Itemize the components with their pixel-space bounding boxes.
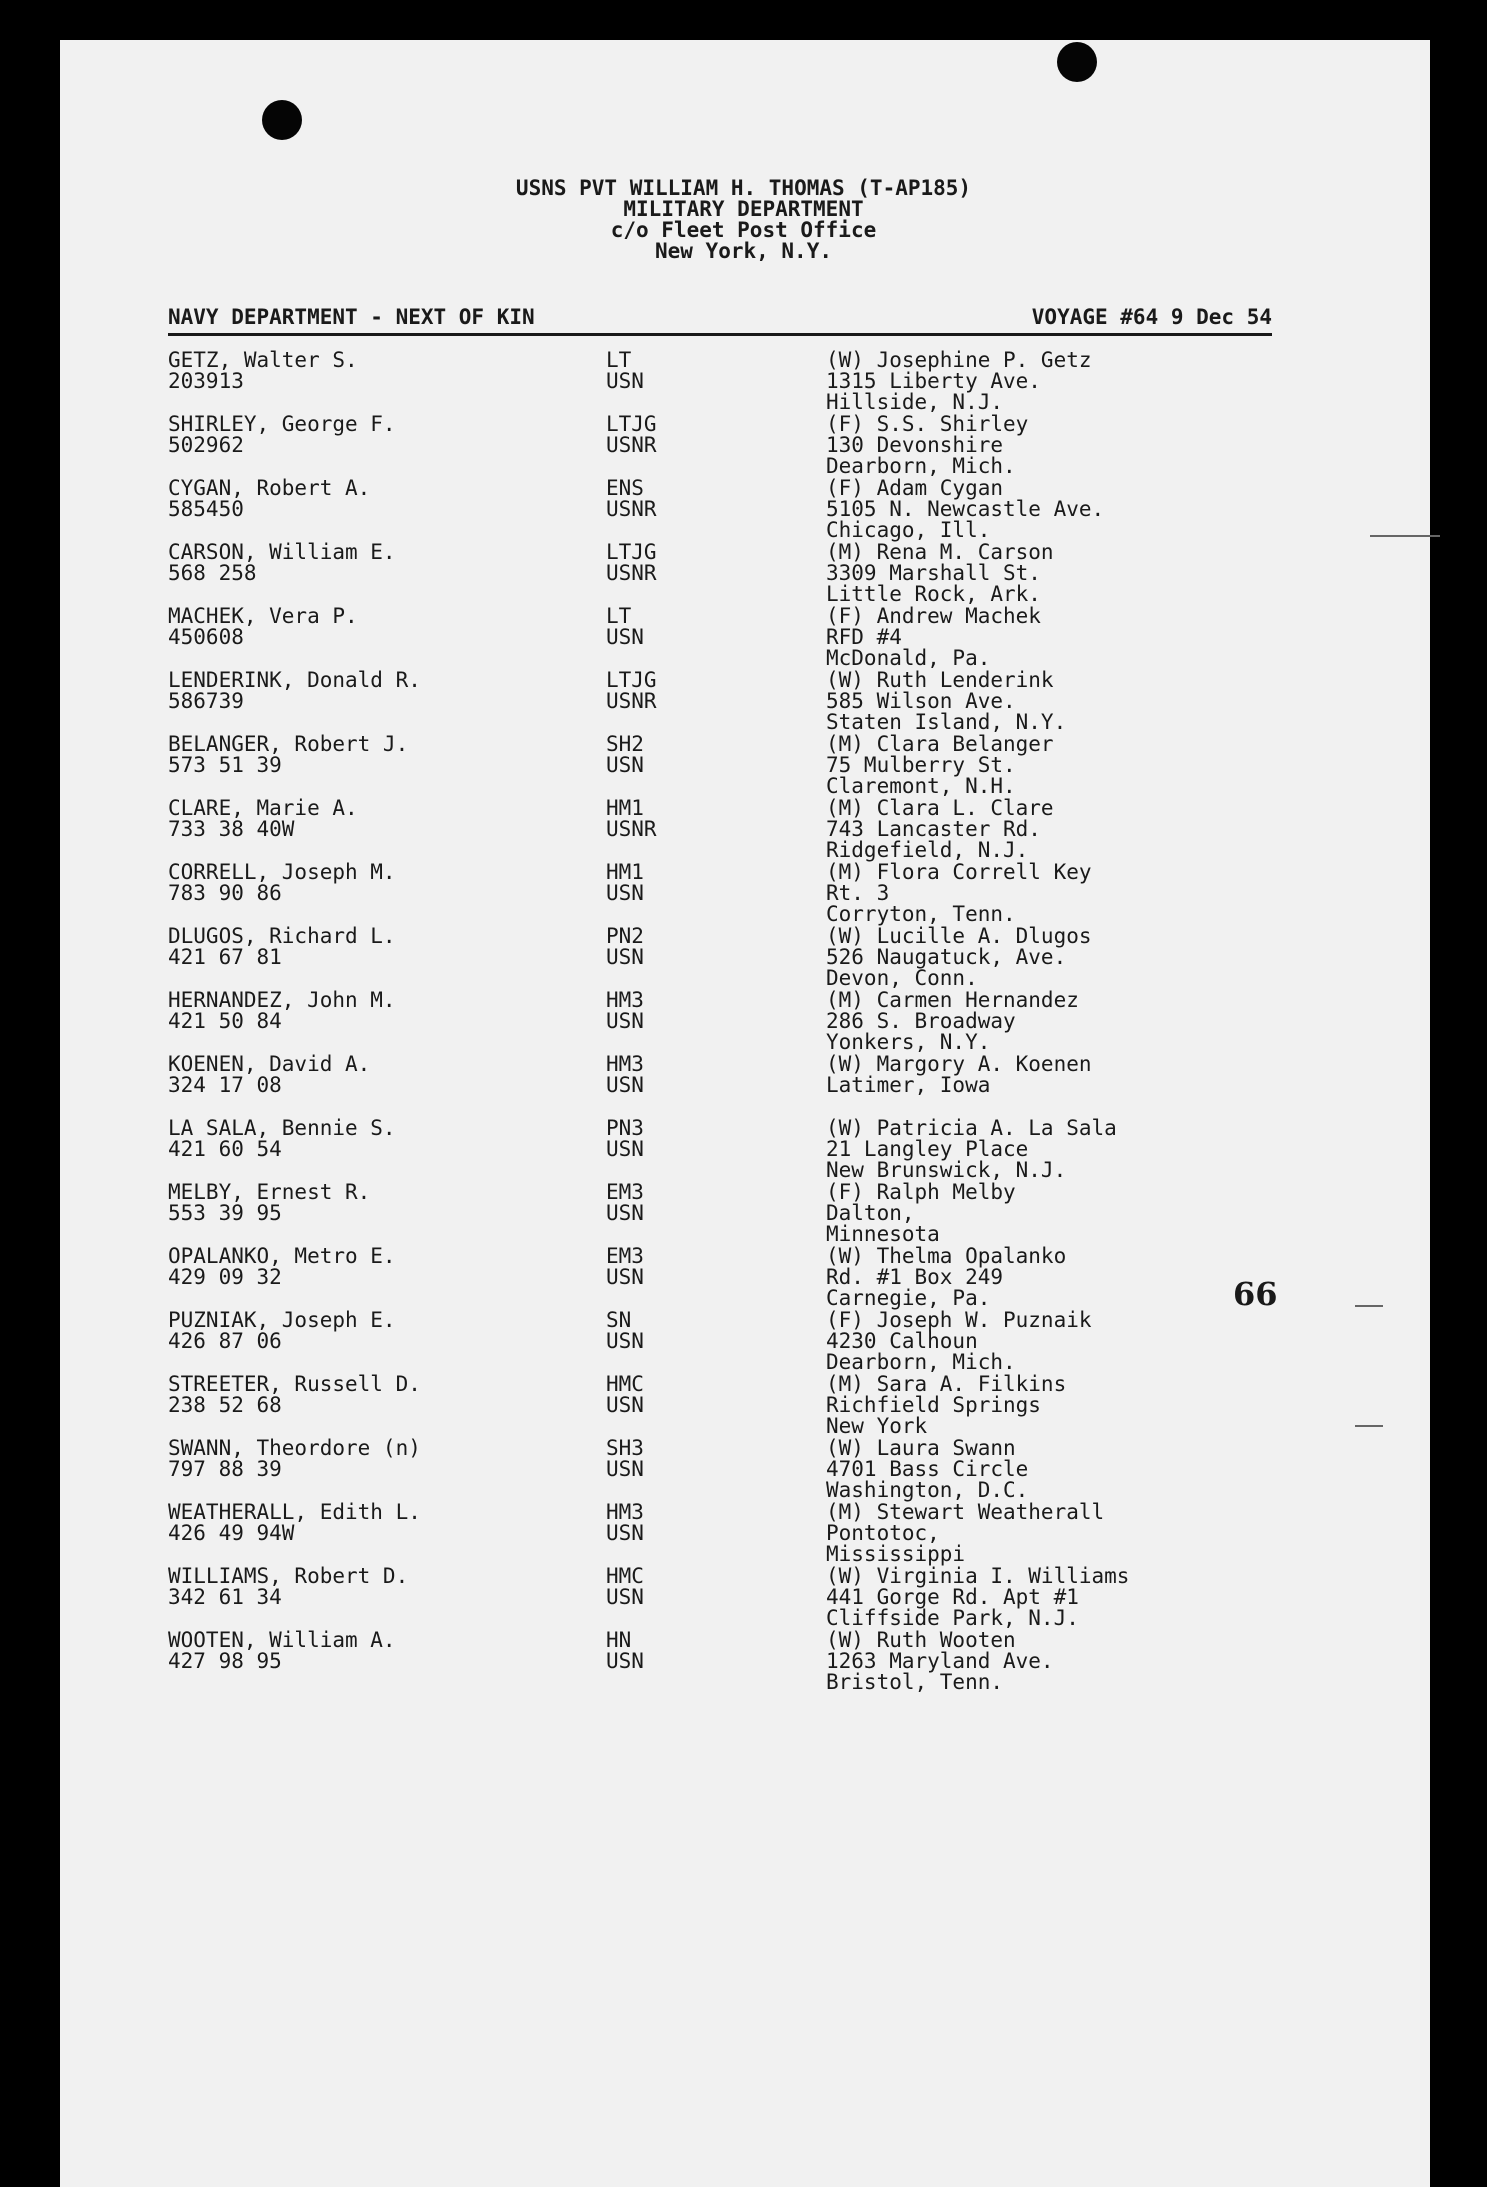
kin-address-line: Dearborn, Mich. — [826, 1350, 1016, 1374]
member-name: KOENEN, David A. — [168, 1052, 371, 1076]
member-cell — [168, 478, 370, 520]
service-number: 573 51 39 — [168, 753, 282, 777]
list-item — [0, 606, 1487, 670]
rank: LT — [606, 348, 632, 372]
rank: LTJG — [606, 668, 657, 692]
member-cell — [168, 1502, 421, 1544]
member-name: CARSON, William E. — [168, 540, 396, 564]
kin-address-line: 441 Gorge Rd. Apt #1 — [826, 1585, 1079, 1609]
kin-name: (M) Sara A. Filkins — [826, 1372, 1067, 1396]
service-number: 421 60 54 — [168, 1137, 282, 1161]
rank: SN — [606, 1308, 632, 1332]
next-of-kin-cell — [826, 1182, 1016, 1245]
rank: SH2 — [606, 732, 644, 756]
member-name: MACHEK, Vera P. — [168, 604, 358, 628]
next-of-kin-cell — [826, 350, 1092, 413]
punch-hole-icon — [1057, 42, 1097, 82]
member-name: WILLIAMS, Robert D. — [168, 1564, 409, 1588]
kin-address-line: Latimer, Iowa — [826, 1073, 991, 1097]
kin-address-line: 286 S. Broadway — [826, 1009, 1016, 1033]
list-item — [0, 1630, 1487, 1694]
list-item — [0, 542, 1487, 606]
member-cell — [168, 1630, 396, 1672]
member-name: GETZ, Walter S. — [168, 348, 358, 372]
rank-cell — [606, 1502, 644, 1544]
member-cell — [168, 606, 358, 648]
service-number: 203913 — [168, 369, 244, 393]
member-cell — [168, 862, 396, 904]
service-branch: USN — [606, 1201, 644, 1225]
rank-cell — [606, 926, 644, 968]
service-branch: USNR — [606, 497, 657, 521]
member-name: OPALANKO, Metro E. — [168, 1244, 396, 1268]
service-number: 450608 — [168, 625, 244, 649]
kin-address-line: Mississippi — [826, 1542, 966, 1566]
rank-cell — [606, 1054, 644, 1096]
service-branch: USN — [606, 945, 644, 969]
rank-cell — [606, 1246, 644, 1288]
rank: HM3 — [606, 1052, 644, 1076]
member-cell — [168, 990, 396, 1032]
kin-address-line: Staten Island, N.Y. — [826, 710, 1067, 734]
rank: LTJG — [606, 412, 657, 436]
rank-cell — [606, 1566, 644, 1608]
kin-name: (F) Andrew Machek — [826, 604, 1041, 628]
member-name: PUZNIAK, Joseph E. — [168, 1308, 396, 1332]
service-branch: USN — [606, 1521, 644, 1545]
kin-address-line: 5105 N. Newcastle Ave. — [826, 497, 1105, 521]
rank-cell — [606, 414, 657, 456]
member-cell — [168, 1310, 396, 1352]
service-number: 238 52 68 — [168, 1393, 282, 1417]
service-number: 502962 — [168, 433, 244, 457]
next-of-kin-cell — [826, 862, 1092, 925]
service-number: 421 67 81 — [168, 945, 282, 969]
kin-address-line: Carnegie, Pa. — [826, 1286, 991, 1310]
kin-address-line: New York — [826, 1414, 928, 1438]
rank-cell — [606, 734, 644, 776]
kin-name: (F) Adam Cygan — [826, 476, 1004, 500]
member-cell — [168, 1118, 396, 1160]
member-cell — [168, 542, 396, 584]
rank: HM3 — [606, 1500, 644, 1524]
kin-address-line: 526 Naugatuck, Ave. — [826, 945, 1067, 969]
kin-address-line: 4230 Calhoun — [826, 1329, 978, 1353]
service-number: 427 98 95 — [168, 1649, 282, 1673]
kin-name: (M) Flora Correll Key — [826, 860, 1092, 884]
next-of-kin-cell — [826, 478, 1104, 541]
next-of-kin-cell — [826, 670, 1066, 733]
kin-address-line: 743 Lancaster Rd. — [826, 817, 1041, 841]
rank: HMC — [606, 1564, 644, 1588]
kin-name: (W) Virginia I. Williams — [826, 1564, 1130, 1588]
kin-name: (W) Margory A. Koenen — [826, 1052, 1092, 1076]
rank: EM3 — [606, 1180, 644, 1204]
member-name: DLUGOS, Richard L. — [168, 924, 396, 948]
list-item — [0, 478, 1487, 542]
header-line-ship: USNS PVT WILLIAM H. THOMAS (T-AP185) — [515, 176, 972, 200]
rank: EM3 — [606, 1244, 644, 1268]
kin-address-line: Chicago, Ill. — [826, 518, 991, 542]
member-cell — [168, 1182, 370, 1224]
next-of-kin-cell — [826, 1054, 1092, 1096]
kin-address-line: Minnesota — [826, 1222, 940, 1246]
rank: ENS — [606, 476, 644, 500]
service-branch: USN — [606, 753, 644, 777]
header-line-department: MILITARY DEPARTMENT — [623, 197, 864, 221]
list-subheading — [168, 305, 1272, 336]
rank: PN2 — [606, 924, 644, 948]
kin-name: (W) Lucille A. Dlugos — [826, 924, 1092, 948]
rank: PN3 — [606, 1116, 644, 1140]
rank-cell — [606, 798, 657, 840]
service-branch: USN — [606, 1009, 644, 1033]
service-branch: USNR — [606, 817, 657, 841]
member-cell — [168, 734, 408, 776]
kin-name: (M) Carmen Hernandez — [826, 988, 1079, 1012]
rank: HN — [606, 1628, 632, 1652]
voyage-date: VOYAGE #64 9 Dec 54 — [1031, 305, 1272, 329]
next-of-kin-cell — [826, 1310, 1092, 1373]
next-of-kin-cell — [826, 734, 1054, 797]
kin-address-line: 75 Mulberry St. — [826, 753, 1016, 777]
kin-name: (W) Laura Swann — [826, 1436, 1016, 1460]
member-cell — [168, 1374, 421, 1416]
kin-address-line: Bristol, Tenn. — [826, 1670, 1004, 1694]
member-name: LENDERINK, Donald R. — [168, 668, 421, 692]
service-number: 553 39 95 — [168, 1201, 282, 1225]
list-item — [0, 990, 1487, 1054]
service-branch: USN — [606, 1649, 644, 1673]
next-of-kin-cell — [826, 1630, 1054, 1693]
service-branch: USN — [606, 1585, 644, 1609]
rank: HM3 — [606, 988, 644, 1012]
service-branch: USN — [606, 1137, 644, 1161]
member-name: STREETER, Russell D. — [168, 1372, 421, 1396]
next-of-kin-cell — [826, 1438, 1028, 1501]
kin-name: (F) Ralph Melby — [826, 1180, 1016, 1204]
kin-name: (W) Ruth Wooten — [826, 1628, 1016, 1652]
member-name: CORRELL, Joseph M. — [168, 860, 396, 884]
kin-address-line: Richfield Springs — [826, 1393, 1041, 1417]
header-line-postoffice: c/o Fleet Post Office — [610, 218, 877, 242]
list-item — [0, 1502, 1487, 1566]
kin-address-line: 585 Wilson Ave. — [826, 689, 1016, 713]
next-of-kin-cell — [826, 1246, 1066, 1309]
member-name: SHIRLEY, George F. — [168, 412, 396, 436]
kin-address-line: New Brunswick, N.J. — [826, 1158, 1067, 1182]
member-cell — [168, 1566, 408, 1608]
service-number: 586739 — [168, 689, 244, 713]
rank-cell — [606, 478, 657, 520]
rank: HM1 — [606, 796, 644, 820]
kin-name: (M) Rena M. Carson — [826, 540, 1054, 564]
kin-name: (F) S.S. Shirley — [826, 412, 1029, 436]
service-number: 568 258 — [168, 561, 257, 585]
list-item — [0, 1566, 1487, 1630]
rank-cell — [606, 1438, 644, 1480]
next-of-kin-cell — [826, 542, 1054, 605]
rank-cell — [606, 862, 644, 904]
list-item — [0, 1374, 1487, 1438]
rank: HMC — [606, 1372, 644, 1396]
list-item — [0, 350, 1487, 414]
member-name: BELANGER, Robert J. — [168, 732, 409, 756]
list-item — [0, 1438, 1487, 1502]
header-line-city: New York, N.Y. — [654, 239, 832, 263]
rank: LT — [606, 604, 632, 628]
service-branch: USNR — [606, 561, 657, 585]
kin-name: (W) Josephine P. Getz — [826, 348, 1092, 372]
list-item — [0, 670, 1487, 734]
next-of-kin-cell — [826, 990, 1079, 1053]
kin-address-line: Dearborn, Mich. — [826, 454, 1016, 478]
list-item — [0, 862, 1487, 926]
rank-cell — [606, 1182, 644, 1224]
kin-address-line: Pontotoc, — [826, 1521, 940, 1545]
kin-address-line: Cliffside Park, N.J. — [826, 1606, 1079, 1630]
member-name: HERNANDEZ, John M. — [168, 988, 396, 1012]
service-number: 324 17 08 — [168, 1073, 282, 1097]
kin-address-line: Rd. #1 Box 249 — [826, 1265, 1004, 1289]
service-number: 426 87 06 — [168, 1329, 282, 1353]
service-branch: USN — [606, 1265, 644, 1289]
member-cell — [168, 798, 358, 840]
rank-cell — [606, 1374, 644, 1416]
page-number: 66 — [1233, 1275, 1278, 1313]
next-of-kin-cell — [826, 926, 1092, 989]
kin-address-line: 4701 Bass Circle — [826, 1457, 1029, 1481]
member-cell — [168, 926, 396, 968]
member-cell — [168, 1054, 370, 1096]
rank: SH3 — [606, 1436, 644, 1460]
member-name: LA SALA, Bennie S. — [168, 1116, 396, 1140]
kin-address-line: Yonkers, N.Y. — [826, 1030, 991, 1054]
list-item — [0, 926, 1487, 990]
kin-address-line: Little Rock, Ark. — [826, 582, 1041, 606]
member-cell — [168, 1438, 421, 1480]
member-name: WEATHERALL, Edith L. — [168, 1500, 421, 1524]
kin-address-line: RFD #4 — [826, 625, 902, 649]
kin-name: (W) Patricia A. La Sala — [826, 1116, 1117, 1140]
kin-name: (W) Ruth Lenderink — [826, 668, 1054, 692]
next-of-kin-cell — [826, 798, 1054, 861]
next-of-kin-cell — [826, 1118, 1117, 1181]
service-number: 426 49 94W — [168, 1521, 295, 1545]
kin-address-line: Devon, Conn. — [826, 966, 978, 990]
service-branch: USN — [606, 625, 644, 649]
kin-address-line: Hillside, N.J. — [826, 390, 1004, 414]
document-header — [0, 178, 1487, 262]
list-item — [0, 414, 1487, 478]
kin-address-line: 1315 Liberty Ave. — [826, 369, 1041, 393]
rank-cell — [606, 670, 657, 712]
next-of-kin-cell — [826, 414, 1028, 477]
kin-address-line: Rt. 3 — [826, 881, 890, 905]
rank-cell — [606, 990, 644, 1032]
rank-cell — [606, 1118, 644, 1160]
service-number: 421 50 84 — [168, 1009, 282, 1033]
service-branch: USN — [606, 1457, 644, 1481]
kin-address-line: Corryton, Tenn. — [826, 902, 1016, 926]
list-item — [0, 798, 1487, 862]
service-number: 797 88 39 — [168, 1457, 282, 1481]
member-name: CLARE, Marie A. — [168, 796, 358, 820]
next-of-kin-cell — [826, 606, 1041, 669]
service-branch: USN — [606, 881, 644, 905]
kin-address-line: Claremont, N.H. — [826, 774, 1016, 798]
member-cell — [168, 414, 396, 456]
rank-cell — [606, 350, 644, 392]
service-number: 783 90 86 — [168, 881, 282, 905]
rank-cell — [606, 1630, 644, 1672]
service-number: 733 38 40W — [168, 817, 295, 841]
service-number: 429 09 32 — [168, 1265, 282, 1289]
kin-name: (M) Clara Belanger — [826, 732, 1054, 756]
rank: LTJG — [606, 540, 657, 564]
kin-address-line: McDonald, Pa. — [826, 646, 991, 670]
service-branch: USN — [606, 1073, 644, 1097]
service-branch: USNR — [606, 433, 657, 457]
punch-hole-icon — [262, 100, 302, 140]
kin-name: (W) Thelma Opalanko — [826, 1244, 1067, 1268]
kin-name: (M) Clara L. Clare — [826, 796, 1054, 820]
member-name: CYGAN, Robert A. — [168, 476, 371, 500]
service-branch: USN — [606, 1329, 644, 1353]
kin-address-line: 3309 Marshall St. — [826, 561, 1041, 585]
service-number: 342 61 34 — [168, 1585, 282, 1609]
kin-name: (M) Stewart Weatherall — [826, 1500, 1105, 1524]
kin-address-line: 21 Langley Place — [826, 1137, 1029, 1161]
rank-cell — [606, 606, 644, 648]
member-name: WOOTEN, William A. — [168, 1628, 396, 1652]
list-item — [0, 1182, 1487, 1246]
list-item — [0, 1310, 1487, 1374]
rank: HM1 — [606, 860, 644, 884]
kin-address-line: Washington, D.C. — [826, 1478, 1029, 1502]
service-number: 585450 — [168, 497, 244, 521]
member-cell — [168, 670, 421, 712]
kin-address-line: 1263 Maryland Ave. — [826, 1649, 1054, 1673]
member-name: MELBY, Ernest R. — [168, 1180, 371, 1204]
kin-address-line: 130 Devonshire — [826, 433, 1004, 457]
kin-address-line: Dalton, — [826, 1201, 915, 1225]
rank-cell — [606, 542, 657, 584]
list-item — [0, 1118, 1487, 1182]
list-item — [0, 1054, 1487, 1118]
next-of-kin-cell — [826, 1502, 1104, 1565]
service-branch: USN — [606, 1393, 644, 1417]
member-name: SWANN, Theordore (n) — [168, 1436, 421, 1460]
service-branch: USN — [606, 369, 644, 393]
next-of-kin-cell — [826, 1374, 1066, 1437]
list-title: NAVY DEPARTMENT - NEXT OF KIN — [168, 305, 535, 329]
list-item — [0, 734, 1487, 798]
kin-address-line: Ridgefield, N.J. — [826, 838, 1029, 862]
kin-name: (F) Joseph W. Puznaik — [826, 1308, 1092, 1332]
next-of-kin-cell — [826, 1566, 1129, 1629]
rank-cell — [606, 1310, 644, 1352]
service-branch: USNR — [606, 689, 657, 713]
member-cell — [168, 1246, 396, 1288]
member-cell — [168, 350, 358, 392]
